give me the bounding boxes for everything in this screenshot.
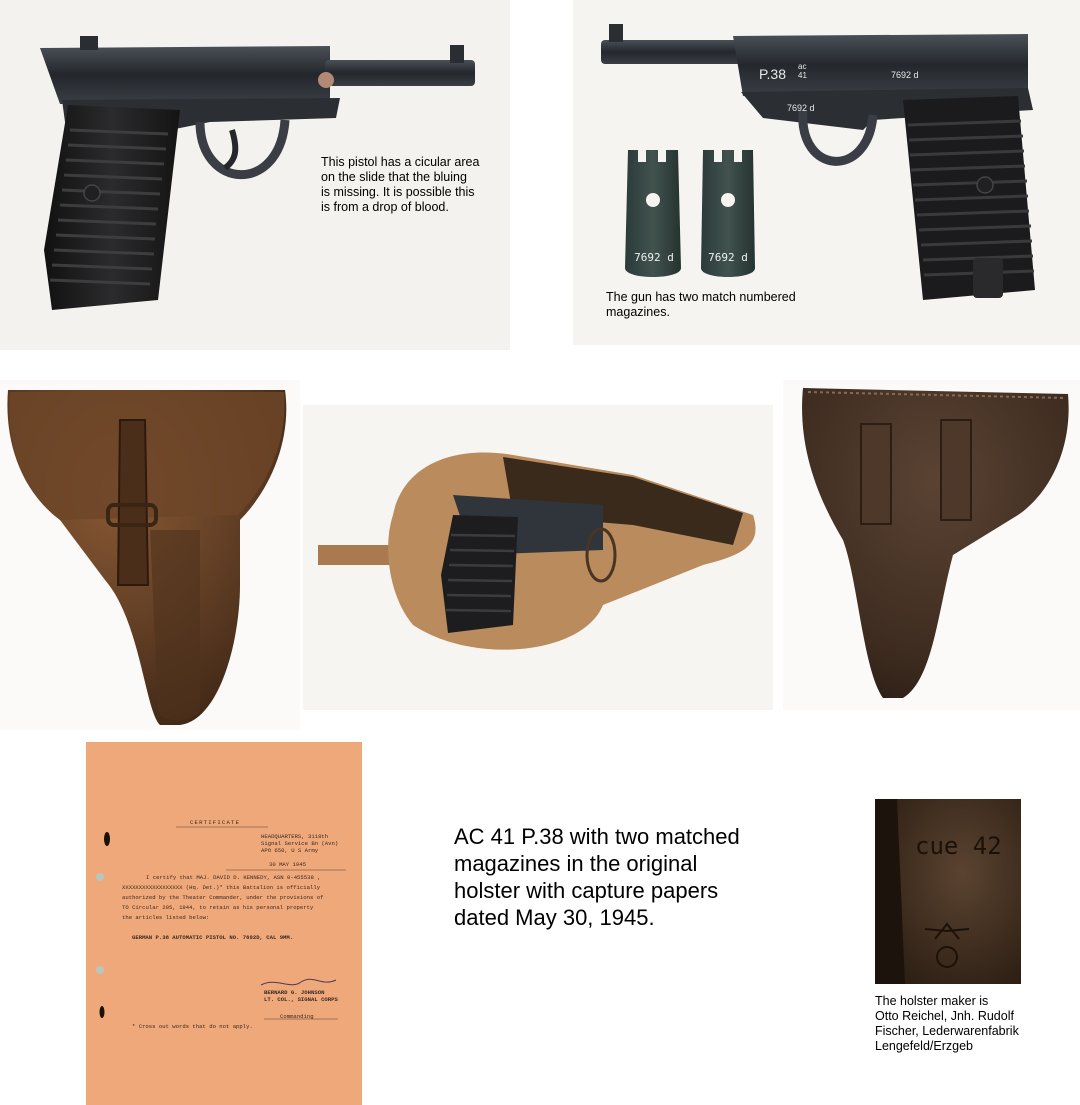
maker-code-41: 41 [798,71,807,80]
holster-front-panel [0,380,300,730]
holster-back-image [783,380,1080,710]
holster-open-panel [303,405,773,710]
frame-serial: 7692 d [787,103,815,113]
missing-bluing-spot [318,72,334,88]
holster-open-image [303,405,773,710]
maker-code-ac: ac [798,62,807,71]
hq-line-2: Signal Service Bn (Avn) [261,840,339,847]
certificate-image [86,742,362,1105]
signer-rank: LT. COL., SIGNAL CORPS [264,996,338,1003]
holster-back-panel [783,380,1080,710]
slide-serial: 7692 d [891,70,919,80]
body-line-1: I certify that MAJ. DAVID D. KENNEDY, ASN 0-455538 , [146,874,321,881]
capture-papers-panel [86,742,362,1105]
hq-line-1: HEADQUARTERS, 3118th [261,833,329,840]
certificate-title: CERTIFICATE [190,819,241,826]
main-description: AC 41 P.38 with two matched magazines in the original holster with capture papers dated May 30, 1945. [454,824,740,930]
body-line-2: XXXXXXXXXXXXXXXXXX (Hq. Det.)* this Battalion is officially [122,884,321,891]
certificate-date: 30 MAY 1945 [269,861,306,868]
maker-code-stamp: cue 42 [915,832,1002,860]
body-line-3: authorized by the Theater Commander, under the provisions of [122,894,324,901]
pistol-left-view-panel [0,0,510,350]
pistol-left-caption: This pistol has a cicular area on the slide that the bluing is missing. It is possible this is from a drop of blood. [321,155,480,214]
pistol-right-view-panel [573,0,1080,345]
holster-front-image [0,380,300,730]
body-line-5: the articles listed below: [122,914,210,921]
hq-line-3: APO 650, U S Army [261,847,319,854]
body-line-4: TO Circular 205, 1944, to retain as his personal property [122,904,314,911]
maker-mark-image [875,799,1021,984]
magazines-caption: The gun has two match numbered magazines. [606,290,796,319]
magazine-2-serial: 7692 d [708,251,748,264]
magazine-1-serial: 7692 d [634,251,674,264]
slide-p38-marking: P.38 [759,66,786,82]
signer-role: Commanding [280,1013,314,1020]
item-line: GERMAN P.38 AUTOMATIC PISTOL NO. 7692D, CAL 9MM. [132,934,294,941]
footnote-line: * Cross out words that do not apply. [132,1023,253,1030]
holster-maker-caption: The holster maker is Otto Reichel, Jnh. Rudolf Fischer, Lederwarenfabrik Lengefeld/Erzgeb [875,994,1019,1053]
signer-name: BERNARD G. JOHNSON [264,989,325,996]
holster-maker-mark-panel [875,799,1021,984]
